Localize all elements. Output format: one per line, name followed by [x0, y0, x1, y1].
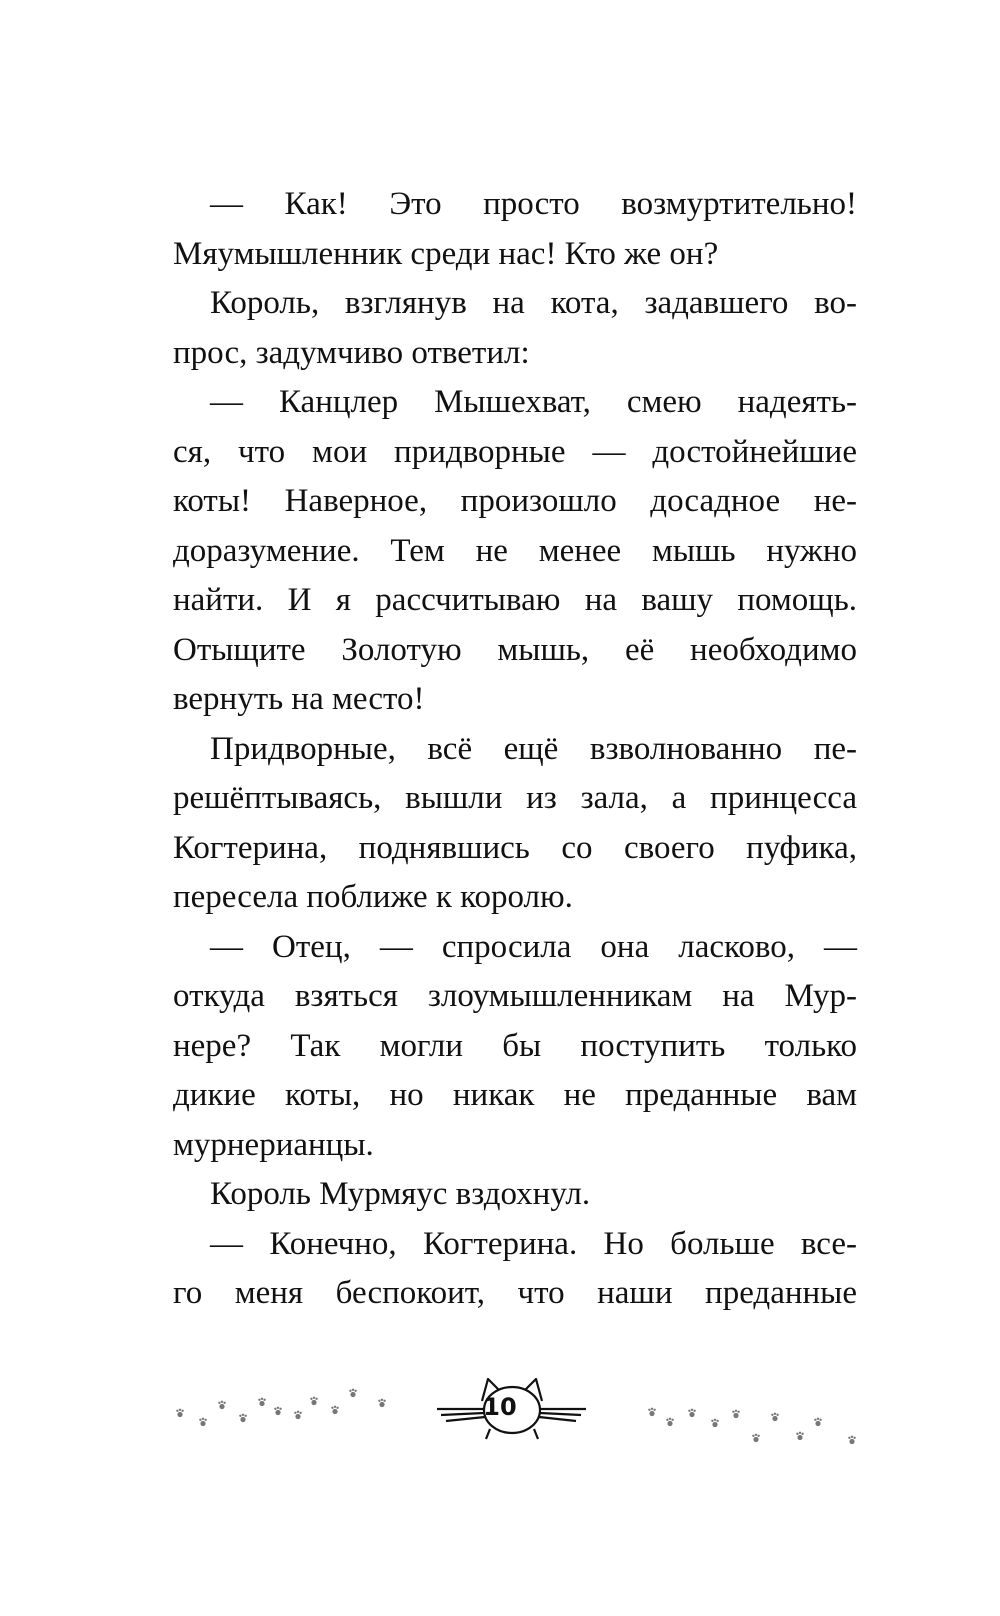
- text-line: коты! Наверное, произошло досадное не-: [173, 483, 857, 519]
- text-line: пересела поближе к королю.: [173, 879, 573, 915]
- text-line: ся, что мои придворные — достойнейшие: [173, 433, 857, 470]
- text-line: Король Мурмяус вздохнул.: [210, 1176, 591, 1212]
- right-paw-trail: [648, 1408, 856, 1445]
- book-page-text: [173, 180, 857, 1319]
- text-line: — Конечно, Когтерина. Но больше все-: [210, 1225, 857, 1262]
- text-line: прос, задумчиво ответил:: [173, 334, 530, 371]
- text-line: — Отец, — спросила она ласково, —: [210, 928, 857, 965]
- text-line: нере? Так могли бы поступить только: [173, 1027, 857, 1064]
- text-line: го меня беспокоит, что наши преданные: [173, 1275, 857, 1311]
- text-line: найти. И я рассчитываю на вашу помощь.: [173, 582, 857, 618]
- text-line: доразумение. Тем не менее мышь нужно: [173, 532, 857, 569]
- left-paw-trail: [176, 1389, 386, 1427]
- text-line: Король, взглянув на кота, задавшего во-: [210, 285, 857, 321]
- page-number: 10: [483, 1393, 517, 1421]
- text-line: вернуть на место!: [173, 681, 425, 717]
- text-line: Мяумышленник среди нас! Кто же он?: [173, 235, 719, 272]
- text-line: Отыщите Золотую мышь, её необходимо: [173, 631, 857, 668]
- text-line: дикие коты, но никак не преданные вам: [173, 1077, 857, 1113]
- text-line: Когтерина, поднявшись со своего пуфика,: [173, 829, 857, 866]
- text-line: Придворные, всё ещё взволнованно пе-: [210, 730, 857, 767]
- text-line: откуда взяться злоумышленникам на Мур-: [173, 978, 857, 1014]
- text-line: — Как! Это просто возмуртительно!: [210, 186, 857, 222]
- text-line: — Канцлер Мышехват, смею надеять-: [210, 384, 857, 420]
- text-line: решёптываясь, вышли из зала, а принцесса: [173, 780, 857, 816]
- text-line: мурнерианцы.: [173, 1126, 374, 1163]
